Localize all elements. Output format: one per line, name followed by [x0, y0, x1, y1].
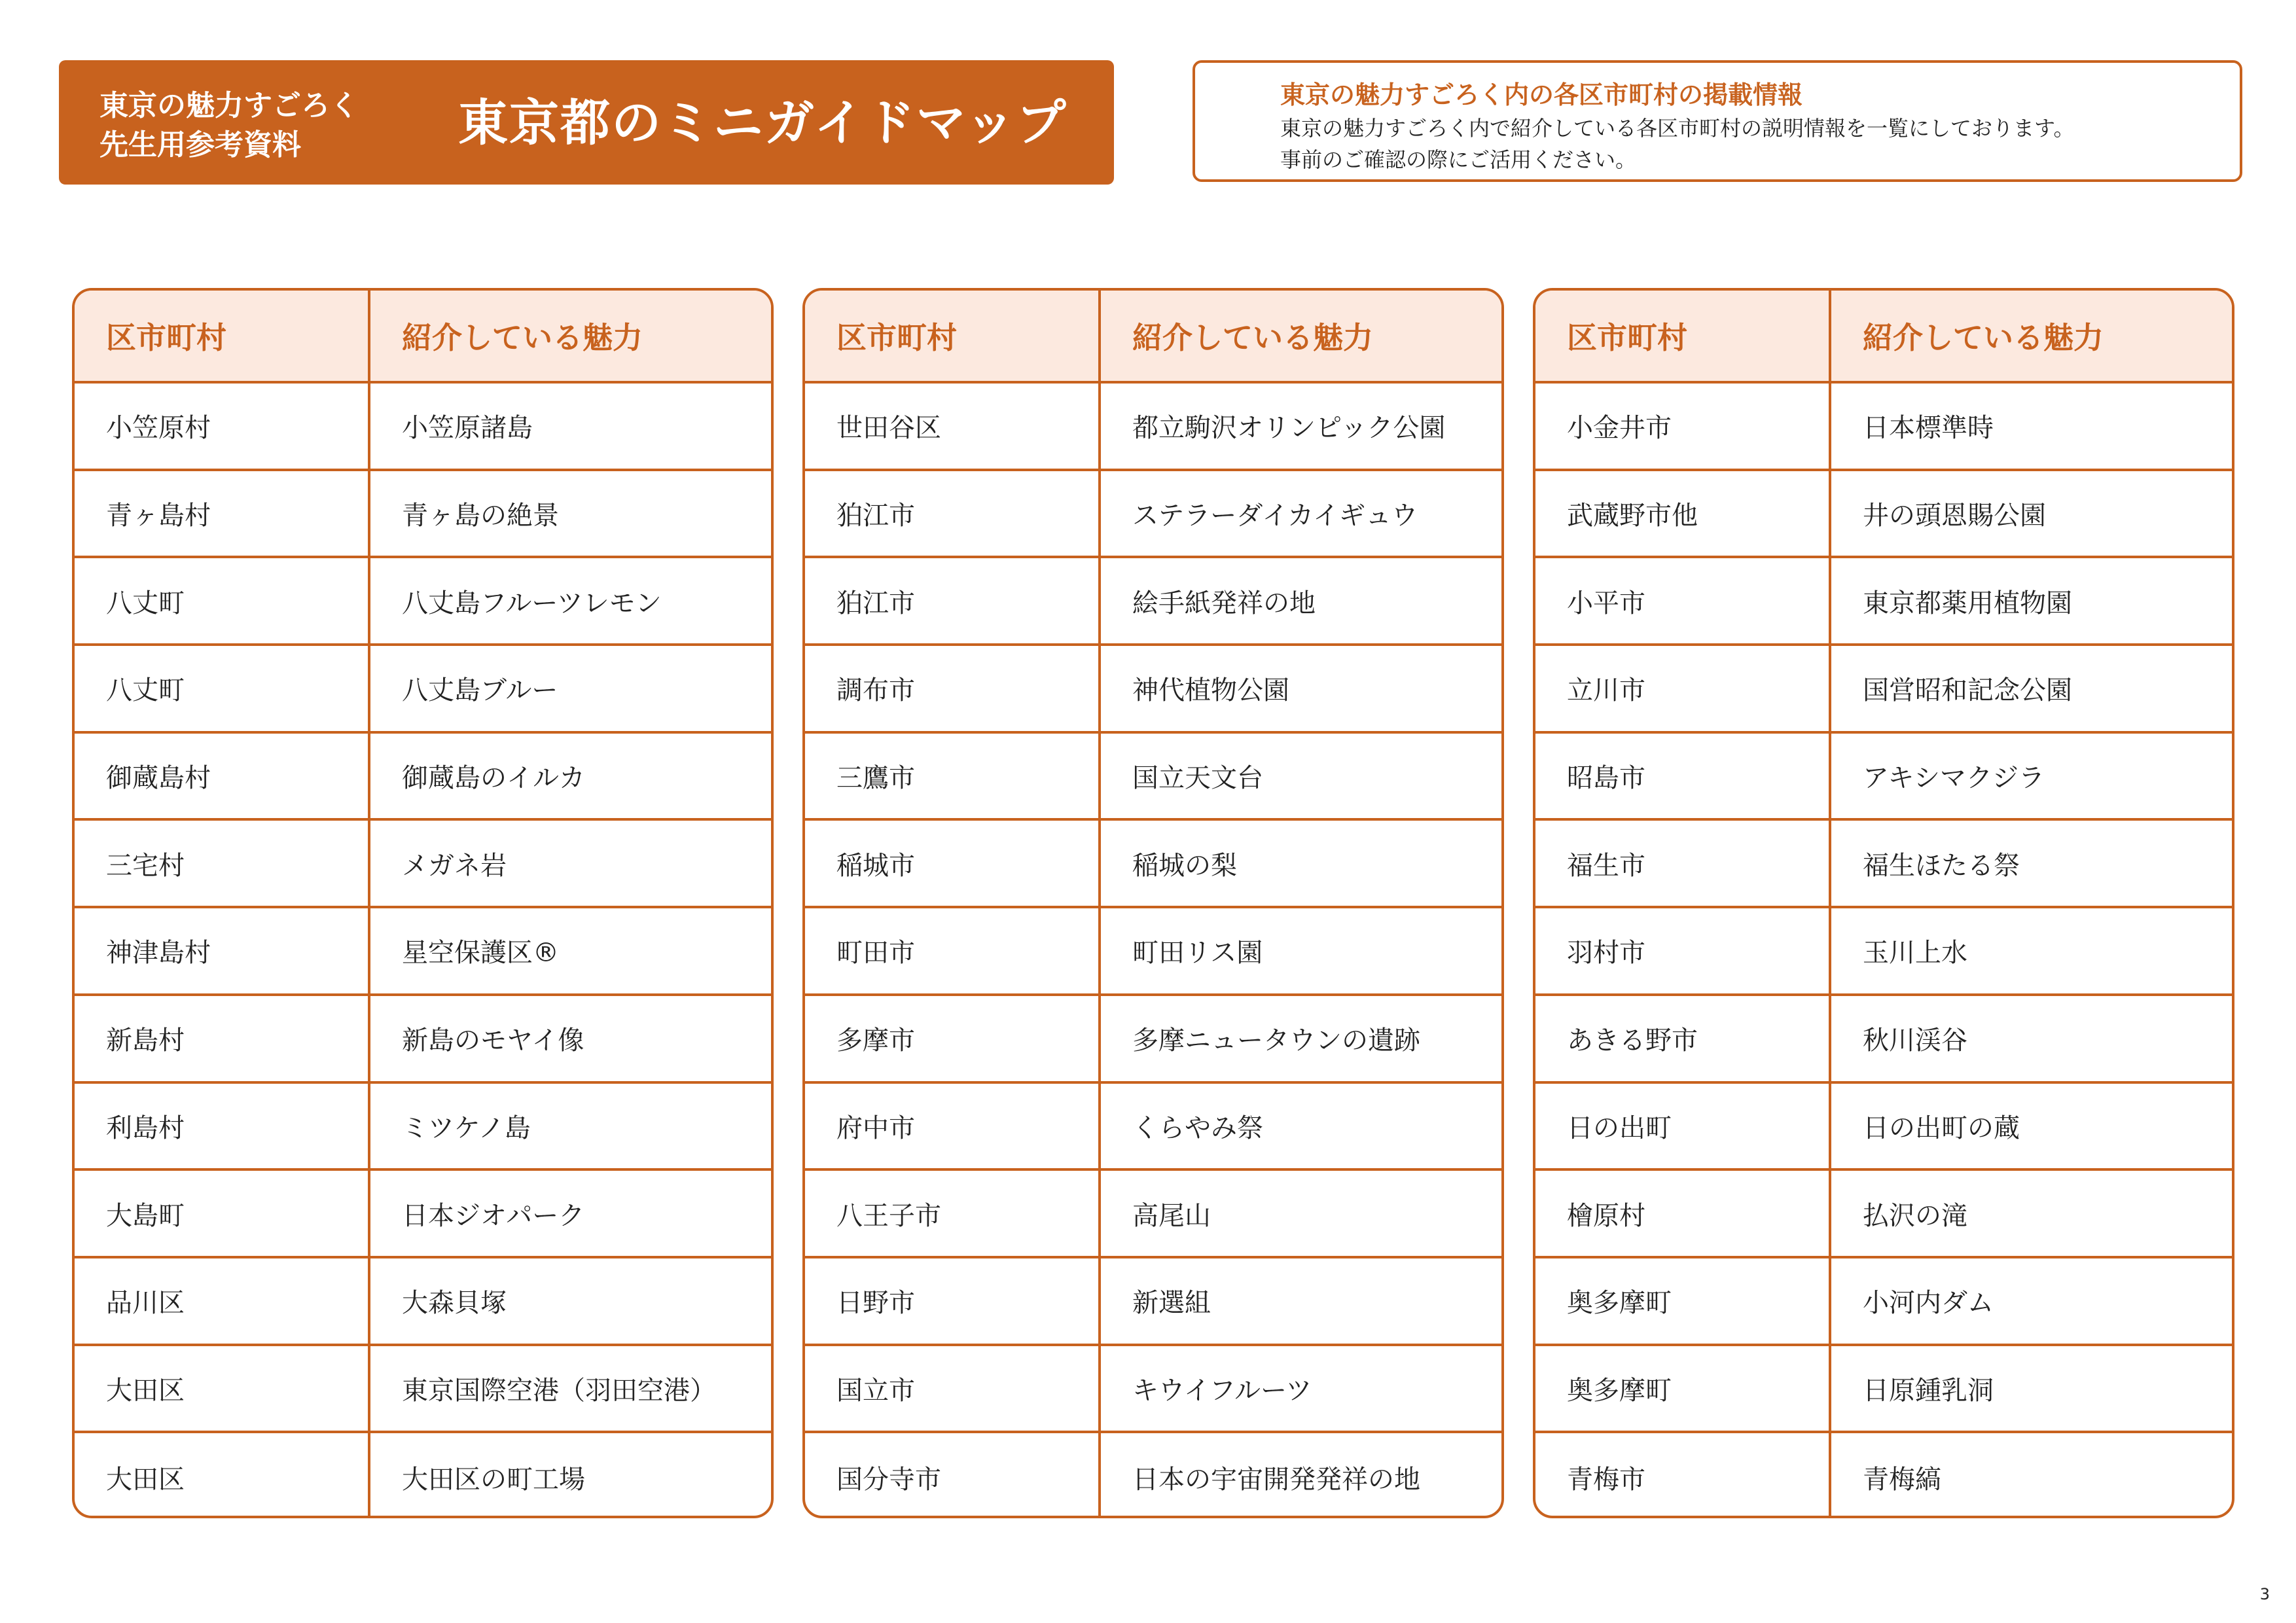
attraction-cell: 大森貝塚: [402, 1288, 507, 1319]
municipality-cell: 大田区: [75, 1433, 370, 1518]
attraction-cell: 福生ほたる祭: [1863, 850, 2020, 881]
table-row: [805, 996, 1501, 1084]
municipality-cell: 小笠原村: [75, 383, 370, 469]
table-row: [1535, 1084, 2232, 1171]
table-row: [75, 1171, 771, 1258]
municipality-cell: 世田谷区: [805, 383, 1101, 469]
attraction-cell: 払沢の滝: [1863, 1200, 1967, 1231]
table-row: [75, 1084, 771, 1171]
header-banner: [59, 60, 1114, 185]
municipality-cell: 八丈町: [75, 646, 370, 731]
info-line-2: 事前のご確認の際にご活用ください。: [1280, 147, 1637, 172]
attraction-cell: 日の出町の蔵: [1863, 1113, 2020, 1143]
attraction-cell: 高尾山: [1132, 1200, 1211, 1231]
table-row: [1535, 908, 2232, 996]
info-title: 東京の魅力すごろく内の各区市町村の掲載情報: [1280, 80, 1803, 109]
attraction-cell: 日本の宇宙開発発祥の地: [1132, 1464, 1420, 1495]
header-subtitle-line1: 東京の魅力すごろく: [99, 89, 359, 122]
municipality-cell: 神津島村: [75, 908, 370, 993]
attraction-cell: くらやみ祭: [1132, 1113, 1263, 1143]
municipality-cell: 日の出町: [1535, 1084, 1831, 1169]
header-attraction: 紹介している魅力: [1863, 320, 2104, 355]
municipality-cell: 品川区: [75, 1258, 370, 1344]
attraction-cell: 八丈島ブルー: [402, 675, 558, 706]
attraction-cell: 大田区の町工場: [402, 1464, 585, 1495]
municipality-cell: 新島村: [75, 996, 370, 1081]
table-row: [805, 558, 1501, 646]
table-row: [75, 996, 771, 1084]
municipality-cell: 多摩市: [805, 996, 1101, 1081]
header-municipality: 区市町村: [805, 291, 1101, 381]
table-row: [75, 1258, 771, 1346]
municipality-cell: 三鷹市: [805, 734, 1101, 819]
table-body: [1535, 383, 2232, 1518]
municipality-cell: 八丈町: [75, 558, 370, 643]
municipality-cell: 日野市: [805, 1258, 1101, 1344]
header-municipality: 区市町村: [75, 291, 370, 381]
table-row: [805, 821, 1501, 908]
attraction-cell: ステラーダイカイギュウ: [1132, 501, 1418, 531]
table-row: [805, 471, 1501, 559]
table-row: [805, 1258, 1501, 1346]
municipality-cell: 三宅村: [75, 821, 370, 906]
municipality-cell: 大島町: [75, 1171, 370, 1256]
municipality-cell: 奥多摩町: [1535, 1346, 1831, 1431]
header-attraction: 紹介している魅力: [402, 320, 643, 355]
table-row: [1535, 1433, 2232, 1518]
municipality-cell: 御蔵島村: [75, 734, 370, 819]
table-row: [805, 1346, 1501, 1434]
municipality-cell: 青梅市: [1535, 1433, 1831, 1518]
attraction-cell: 新選組: [1132, 1288, 1211, 1319]
table-row: [1535, 558, 2232, 646]
table-row: [1535, 734, 2232, 821]
table-row: [805, 734, 1501, 821]
table-row: [75, 821, 771, 908]
table-row: [805, 383, 1501, 471]
table-row: [1535, 383, 2232, 471]
table-row: [805, 1171, 1501, 1258]
municipality-cell: 調布市: [805, 646, 1101, 731]
table-row: [1535, 1346, 2232, 1434]
municipality-cell: 武蔵野市他: [1535, 471, 1831, 556]
municipality-cell: 八王子市: [805, 1171, 1101, 1256]
table-row: [75, 383, 771, 471]
attraction-cell: 町田リス園: [1132, 938, 1263, 969]
table-row: [75, 1346, 771, 1434]
table-row: [75, 646, 771, 734]
header-municipality: 区市町村: [1535, 291, 1831, 381]
attraction-cell: 絵手紙発祥の地: [1132, 588, 1316, 618]
guide-table-1: [72, 288, 774, 1518]
header-subtitle-line2: 先生用参考資料: [99, 128, 301, 162]
municipality-cell: 府中市: [805, 1084, 1101, 1169]
page-title: 東京都のミニガイドマップ: [458, 94, 1067, 152]
table-row: [805, 1084, 1501, 1171]
municipality-cell: 立川市: [1535, 646, 1831, 731]
attraction-cell: 井の頭恩賜公園: [1863, 501, 2046, 531]
table-body: [75, 383, 771, 1518]
attraction-cell: 小笠原諸島: [402, 413, 533, 444]
attraction-cell: アキシマクジラ: [1863, 763, 2045, 794]
municipality-cell: 小平市: [1535, 558, 1831, 643]
municipality-cell: 青ヶ島村: [75, 471, 370, 556]
municipality-cell: 狛江市: [805, 558, 1101, 643]
municipality-cell: 檜原村: [1535, 1171, 1831, 1256]
table-body: [805, 383, 1501, 1518]
municipality-cell: 昭島市: [1535, 734, 1831, 819]
municipality-cell: 町田市: [805, 908, 1101, 993]
attraction-cell: 多摩ニュータウンの遺跡: [1132, 1026, 1420, 1056]
attraction-cell: 稲城の梨: [1132, 850, 1237, 881]
attraction-cell: 神代植物公園: [1132, 675, 1289, 706]
attraction-cell: 青梅縞: [1863, 1464, 1941, 1495]
attraction-cell: 国立天文台: [1132, 763, 1263, 794]
info-text: [1280, 113, 2074, 175]
municipality-cell: あきる野市: [1535, 996, 1831, 1081]
table-row: [1535, 646, 2232, 734]
table-row: [1535, 1258, 2232, 1346]
attraction-cell: 都立駒沢オリンピック公園: [1132, 413, 1446, 444]
attraction-cell: ミツケノ島: [402, 1113, 531, 1143]
attraction-cell: メガネ岩: [402, 850, 507, 881]
attraction-cell: 御蔵島のイルカ: [402, 763, 585, 794]
info-box: [1193, 60, 2242, 182]
table-row: [75, 471, 771, 559]
table-row: [75, 734, 771, 821]
table-row: [1535, 821, 2232, 908]
attraction-cell: 東京都薬用植物園: [1863, 588, 2072, 618]
table-row: [1535, 1171, 2232, 1258]
table-row: [805, 646, 1501, 734]
attraction-cell: 秋川渓谷: [1863, 1026, 1967, 1056]
attraction-cell: 青ヶ島の絶景: [402, 501, 559, 531]
table-row: [75, 908, 771, 996]
table-row: [75, 1433, 771, 1518]
municipality-cell: 小金井市: [1535, 383, 1831, 469]
attraction-cell: 東京国際空港（羽田空港）: [402, 1375, 716, 1406]
attraction-cell: 日本標準時: [1863, 413, 1994, 444]
table-row: [1535, 471, 2232, 559]
municipality-cell: 大田区: [75, 1346, 370, 1431]
table-row: [805, 908, 1501, 996]
attraction-cell: キウイフルーツ: [1132, 1375, 1312, 1406]
municipality-cell: 稲城市: [805, 821, 1101, 906]
municipality-cell: 奥多摩町: [1535, 1258, 1831, 1344]
table-header: [1535, 291, 2232, 383]
attraction-cell: 日原鍾乳洞: [1863, 1375, 1994, 1406]
table-row: [1535, 996, 2232, 1084]
municipality-cell: 狛江市: [805, 471, 1101, 556]
attraction-cell: 日本ジオパーク: [402, 1200, 585, 1231]
attraction-cell: 国営昭和記念公園: [1863, 675, 2072, 706]
guide-table-3: [1533, 288, 2234, 1518]
info-line-1: 東京の魅力すごろく内で紹介している各区市町村の説明情報を一覧にしております。: [1280, 116, 2075, 141]
header-attraction: 紹介している魅力: [1132, 320, 1373, 355]
table-row: [75, 558, 771, 646]
municipality-cell: 国立市: [805, 1346, 1101, 1431]
table-row: [805, 1433, 1501, 1518]
table-header: [75, 291, 771, 383]
attraction-cell: 八丈島フルーツレモン: [402, 588, 662, 618]
page-number: 3: [2259, 1585, 2270, 1603]
municipality-cell: 福生市: [1535, 821, 1831, 906]
municipality-cell: 国分寺市: [805, 1433, 1101, 1518]
attraction-cell: 星空保護区®: [402, 938, 559, 969]
attraction-cell: 新島のモヤイ像: [402, 1026, 584, 1056]
guide-table-2: [802, 288, 1504, 1518]
attraction-cell: 小河内ダム: [1863, 1288, 1994, 1319]
table-header: [805, 291, 1501, 383]
attraction-cell: 玉川上水: [1863, 938, 1967, 969]
municipality-cell: 利島村: [75, 1084, 370, 1169]
header-subtitle: [99, 86, 359, 165]
municipality-cell: 羽村市: [1535, 908, 1831, 993]
